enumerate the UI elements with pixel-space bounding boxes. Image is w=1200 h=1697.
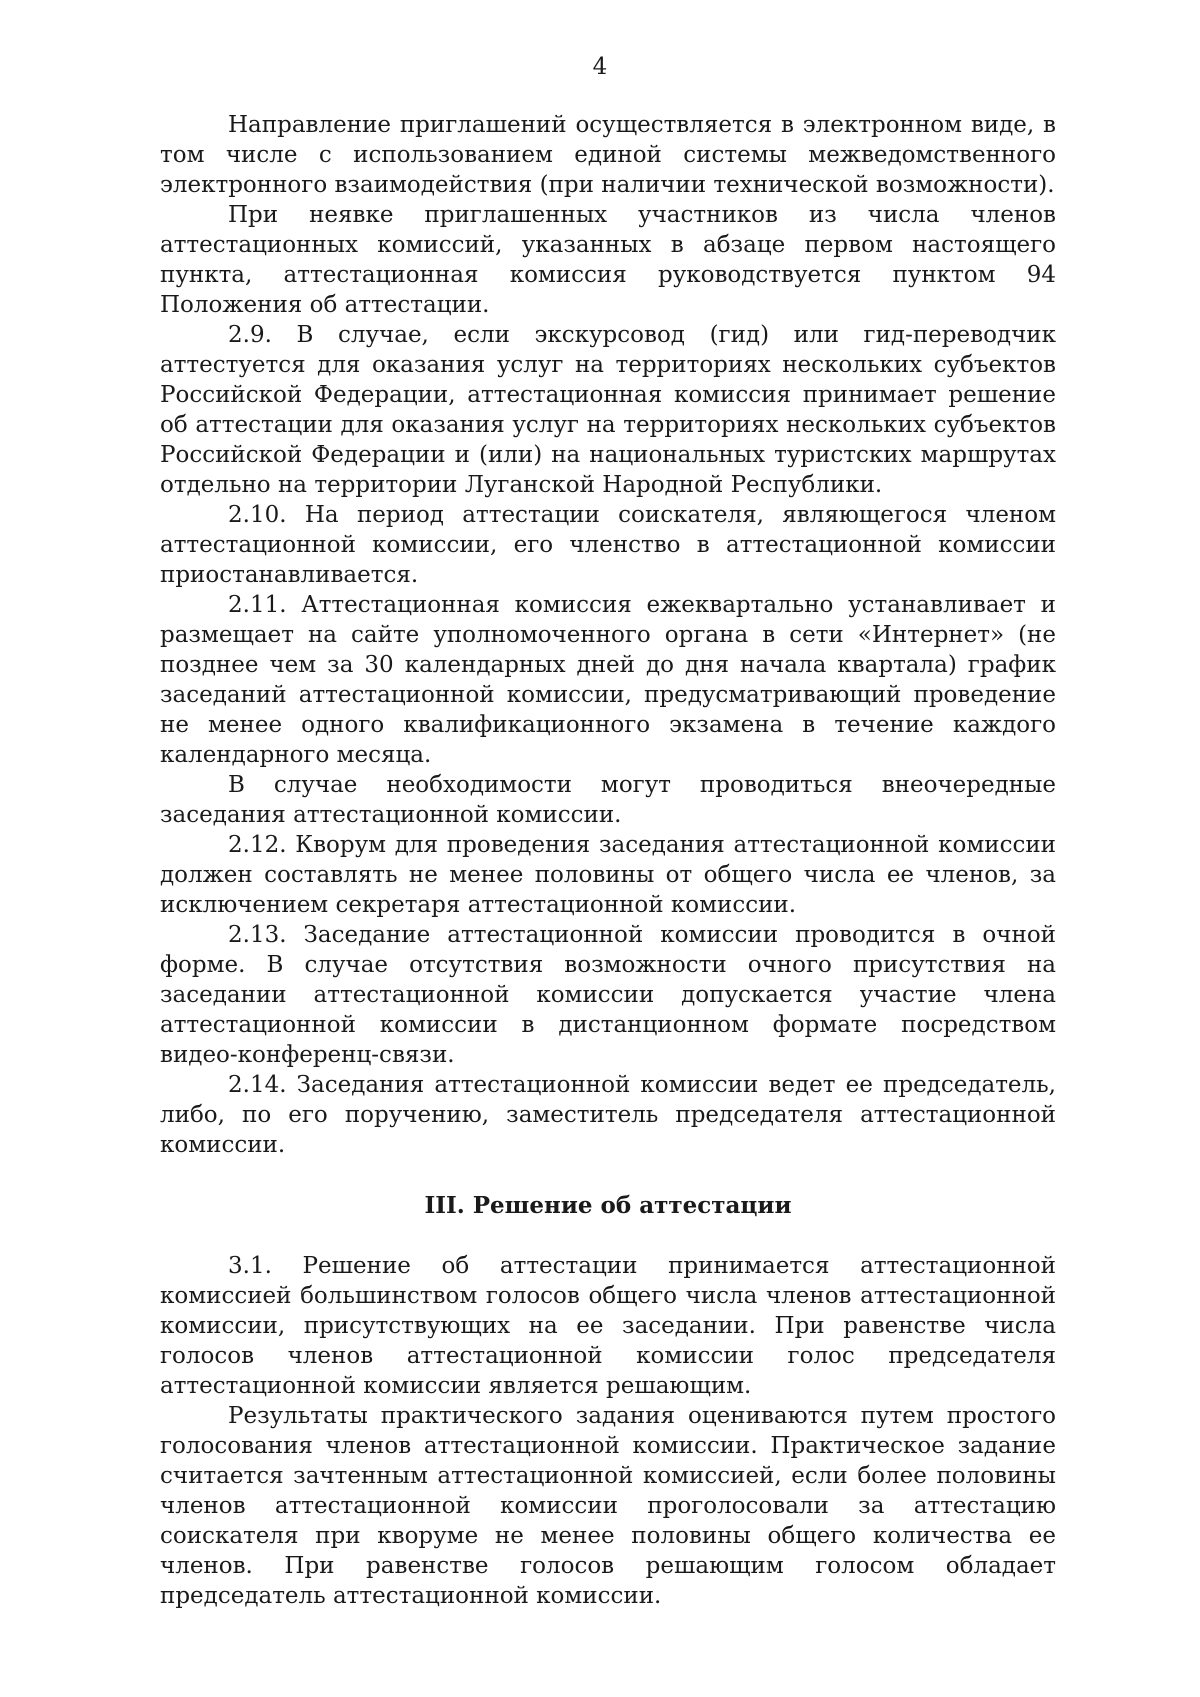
paragraph-3-1: 3.1. Решение об аттестации принимается аттестационной комиссией большинством голосов общего числа членов аттестационной комиссии, присутствующих на ее заседании. При равенстве числа голосов членов аттестационной комиссии голос председателя аттестационной комиссии является решающим. — [160, 1253, 1056, 1399]
paragraph-2-9: 2.9. В случае, если экскурсовод (гид) или гид-переводчик аттестуется для оказания услуг на территориях нескольких субъектов Российской Федерации, аттестационная комиссия принимает решение об аттестации для оказания услуг на территориях нескольких субъектов Российской Федерации и (или) на национальных туристских маршрутах отдельно на территории Луганской Народной Республики. — [160, 322, 1056, 498]
paragraph-2-11: 2.11. Аттестационная комиссия ежеквартально устанавливает и размещает на сайте уполномоченного органа в сети «Интернет» (не позднее чем за 30 календарных дней до дня начала квартала) график заседаний аттестационной комиссии, предусматривающий проведение не менее одного квалификационного экзамена в течение каждого календарного месяца. — [160, 592, 1056, 768]
paragraph-2-12: 2.12. Кворум для проведения заседания аттестационной комиссии должен составлять не менее половины от общего числа ее членов, за исключением секретаря аттестационной комиссии. — [160, 832, 1056, 918]
paragraph-invitations: Направление приглашений осуществляется в электронном виде, в том числе с использованием единой системы межведомственного электронного взаимодействия (при наличии технической возможности). — [160, 112, 1056, 198]
paragraph-practical-task: Результаты практического задания оцениваются путем простого голосования членов аттестационной комиссии. Практическое задание считается зачтенным аттестационной комиссией, если более половины членов аттестационной комиссии проголосовали за аттестацию соискателя при кворуме не менее половины общего количества ее членов. При равенстве голосов решающим голосом обладает председатель аттестационной комиссии. — [160, 1403, 1056, 1609]
document-body — [160, 110, 1056, 1611]
paragraph-2-13: 2.13. Заседание аттестационной комиссии проводится в очной форме. В случае отсутствия возможности очного присутствия на заседании аттестационной комиссии допускается участие члена аттестационной комиссии в дистанционном формате посредством видео-конференц-связи. — [160, 922, 1056, 1068]
section-heading: III. Решение об аттестации — [424, 1192, 792, 1219]
paragraph-2-10: 2.10. На период аттестации соискателя, являющегося членом аттестационной комиссии, его членство в аттестационной комиссии приостанавливается. — [160, 502, 1056, 588]
paragraph-2-14: 2.14. Заседания аттестационной комиссии ведет ее председатель, либо, по его поручению, заместитель председателя аттестационной комиссии. — [160, 1072, 1056, 1158]
paragraph-absence: При неявке приглашенных участников из числа членов аттестационных комиссий, указанных в абзаце первом настоящего пункта, аттестационная комиссия руководствуется пунктом 94 Положения об аттестации. — [160, 202, 1056, 318]
page-number: 4 — [592, 54, 608, 80]
paragraph-extraordinary-meetings: В случае необходимости могут проводиться внеочередные заседания аттестационной комиссии. — [160, 772, 1056, 828]
